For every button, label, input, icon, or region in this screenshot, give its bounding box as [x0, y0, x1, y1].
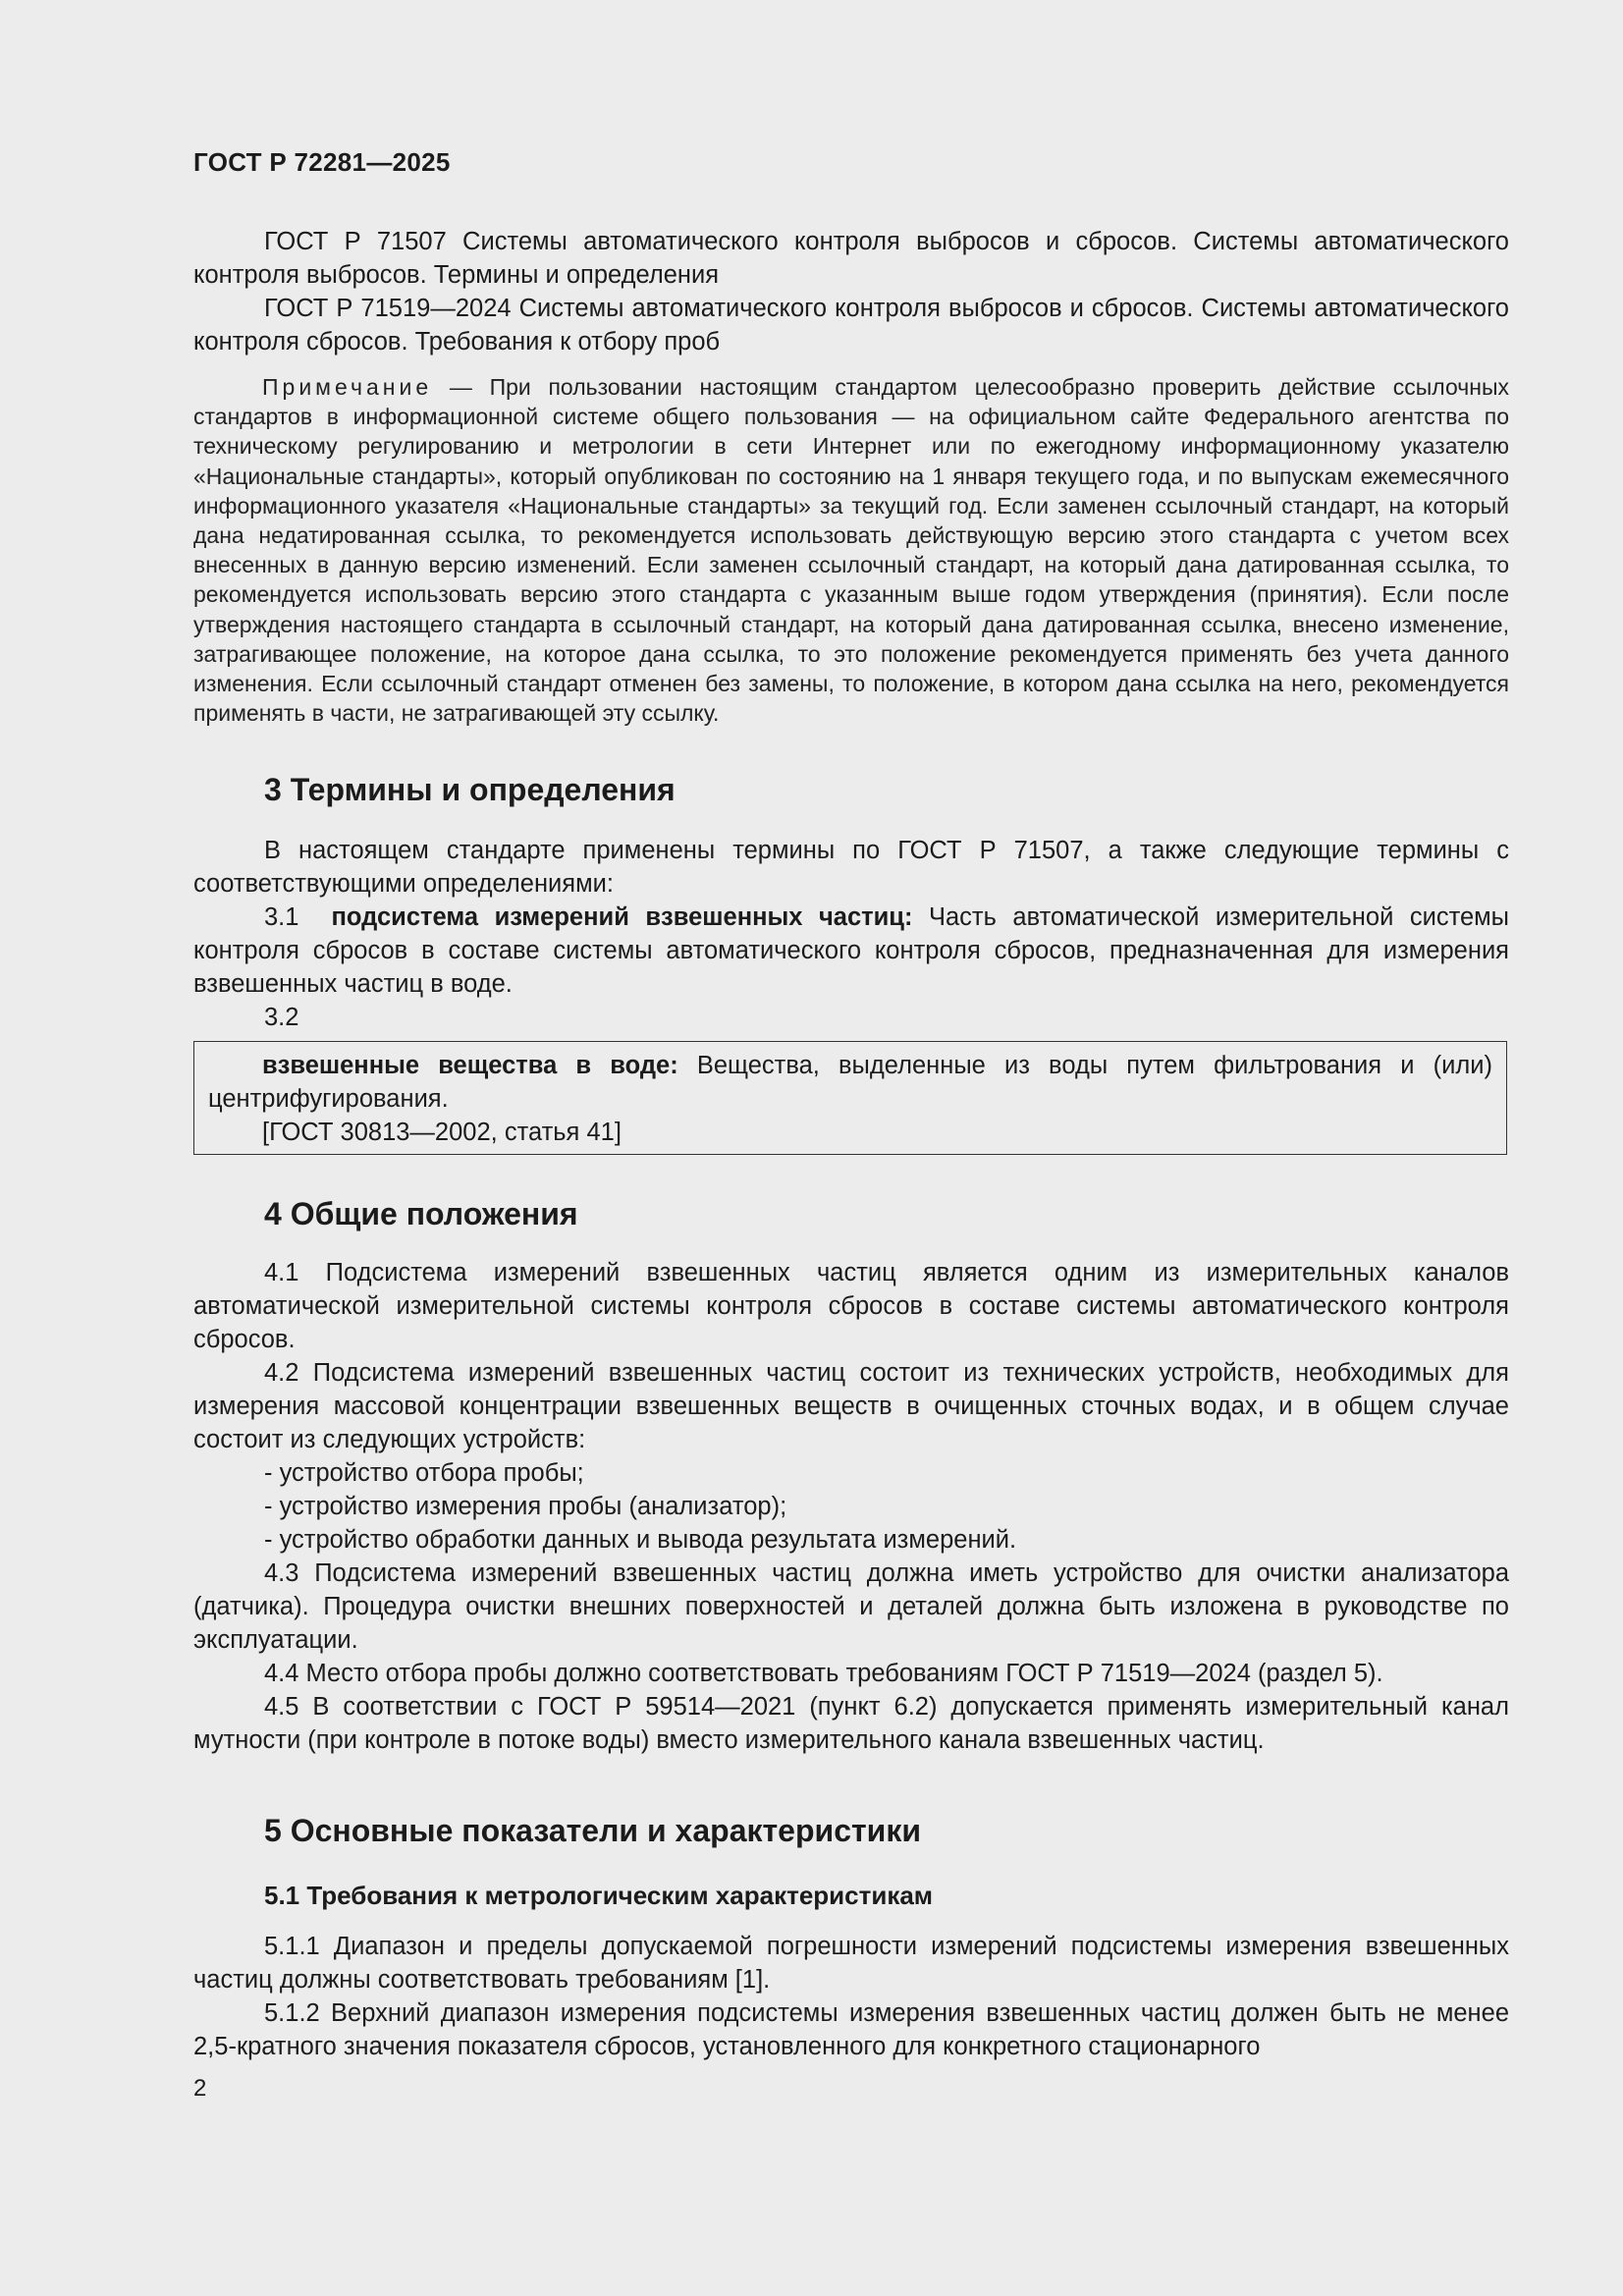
term-3-2-box — [193, 1041, 1507, 1155]
section-5-body — [193, 1930, 1509, 2063]
document-id-header: ГОСТ Р 72281—2025 — [193, 147, 451, 177]
term-name: взвешенные вещества в воде: — [262, 1052, 678, 1079]
paragraph-5-1-1: 5.1.1 Диапазон и пределы допускаемой погрешности измерений подсистемы измерения взвешенных частиц должны соответствовать требованиям [1]. — [193, 1933, 1509, 1994]
note-label: Примечание — [262, 374, 433, 400]
page-number: 2 — [193, 2075, 207, 2102]
note-text: — При пользовании настоящим стандартом целесообразно проверить действие ссылочных стандартов в информационной системе общего пользования — на официальном сайте Федерального агентства по техническому регулированию и метрологии в сети Интернет или по ежегодному информационному указателю «Национальные стандарты», который опубликован по состоянию на 1 января текущего года, и по выпускам ежемесячного информационного указателя «Национальные стандарты» за текущий год. Если заменен ссылочный стандарт, на который дана недатированная ссылка, то рекомендуется использовать действующую версию этого стандарта с учетом всех внесенных в данную версию изменений. Если заменен ссылочный стандарт, на который дана датированная ссылка, то рекомендуется использовать версию этого стандарта с указанным выше годом утверждения (принятия). Если после утверждения настоящего стандарта в ссылочный стандарт, на который дана датированная ссылка, внесено изменение, затрагивающее положение, на которое дана ссылка, то это положение рекомендуется применять без учета данного изменения. Если ссылочный стандарт отменен без замены, то положение, в котором дана ссылка на него, рекомендуется применять в части, не затрагивающей эту ссылку. — [193, 374, 1509, 727]
term-definition: Часть автоматической измерительной системы контроля сбросов в составе системы автоматического контроля сбросов, предназначенная для измерения взвешенных частиц в воде. — [193, 903, 1510, 998]
paragraph-4-1: 4.1 Подсистема измерений взвешенных частиц является одним из измерительных каналов автоматической измерительной системы контроля сбросов в составе системы автоматического контроля сбросов. — [193, 1259, 1509, 1353]
term-name: подсистема измерений взвешенных частиц: — [331, 903, 913, 931]
term-number: 3.1 — [264, 903, 299, 931]
section-4-body — [193, 1256, 1509, 1757]
term-definition: Вещества, выделенные из воды путем фильтрования и (или) центрифугирования. — [208, 1052, 1492, 1113]
note-paragraph — [193, 372, 1509, 728]
term-3-1 — [193, 901, 1509, 1001]
paragraph-5-1-2: 5.1.2 Верхний диапазон измерения подсистемы измерения взвешенных частиц должен быть не менее 2,5-кратного значения показателя сбросов, установленного для конкретного стационарного — [193, 1999, 1509, 2060]
reference-item: ГОСТ Р 71507 Системы автоматического контроля выбросов и сбросов. Системы автоматического контроля выбросов. Термины и определения — [193, 228, 1509, 289]
list-item: - устройство отбора пробы; — [264, 1459, 584, 1487]
list-item: - устройство обработки данных и вывода результата измерений. — [264, 1526, 1017, 1554]
term-source: [ГОСТ 30813—2002, статья 41] — [262, 1119, 622, 1146]
paragraph-4-4: 4.4 Место отбора пробы должно соответствовать требованиям ГОСТ Р 71519—2024 (раздел 5). — [264, 1660, 1383, 1687]
section-5-title: 5 Основные показатели и характеристики — [264, 1813, 922, 1848]
section-3-intro: В настоящем стандарте применены термины по ГОСТ Р 71507, а также следующие термины с соответствующими определениями: — [193, 837, 1509, 898]
section-3-body — [193, 834, 1509, 1034]
list-item: - устройство измерения пробы (анализатор); — [264, 1493, 787, 1520]
term-3-2-number: 3.2 — [264, 1004, 299, 1031]
paragraph-4-5: 4.5 В соответствии с ГОСТ Р 59514—2021 (пункт 6.2) допускается применять измерительный канал мутности (при контроле в потоке воды) вместо измерительного канала взвешенных частиц. — [193, 1693, 1509, 1754]
paragraph-4-2: 4.2 Подсистема измерений взвешенных частиц состоит из технических устройств, необходимых для измерения массовой концентрации взвешенных веществ в очищенных сточных водах, и в общем случае состоит из следующих устройств: — [193, 1359, 1509, 1453]
term-3-2 — [208, 1049, 1492, 1116]
paragraph-4-3: 4.3 Подсистема измерений взвешенных частиц должна иметь устройство для очистки анализатора (датчика). Процедура очистки внешних поверхностей и деталей должна быть изложена в руководстве по эксплуатации. — [193, 1559, 1509, 1654]
section-3-title: 3 Термины и определения — [264, 772, 676, 807]
subsection-5-1-title: 5.1 Требования к метрологическим характеристикам — [264, 1881, 934, 1910]
normative-references — [193, 225, 1509, 358]
section-4-title: 4 Общие положения — [264, 1196, 578, 1231]
reference-item: ГОСТ Р 71519—2024 Системы автоматического контроля выбросов и сбросов. Системы автоматического контроля сбросов. Требования к отбору проб — [193, 295, 1509, 355]
